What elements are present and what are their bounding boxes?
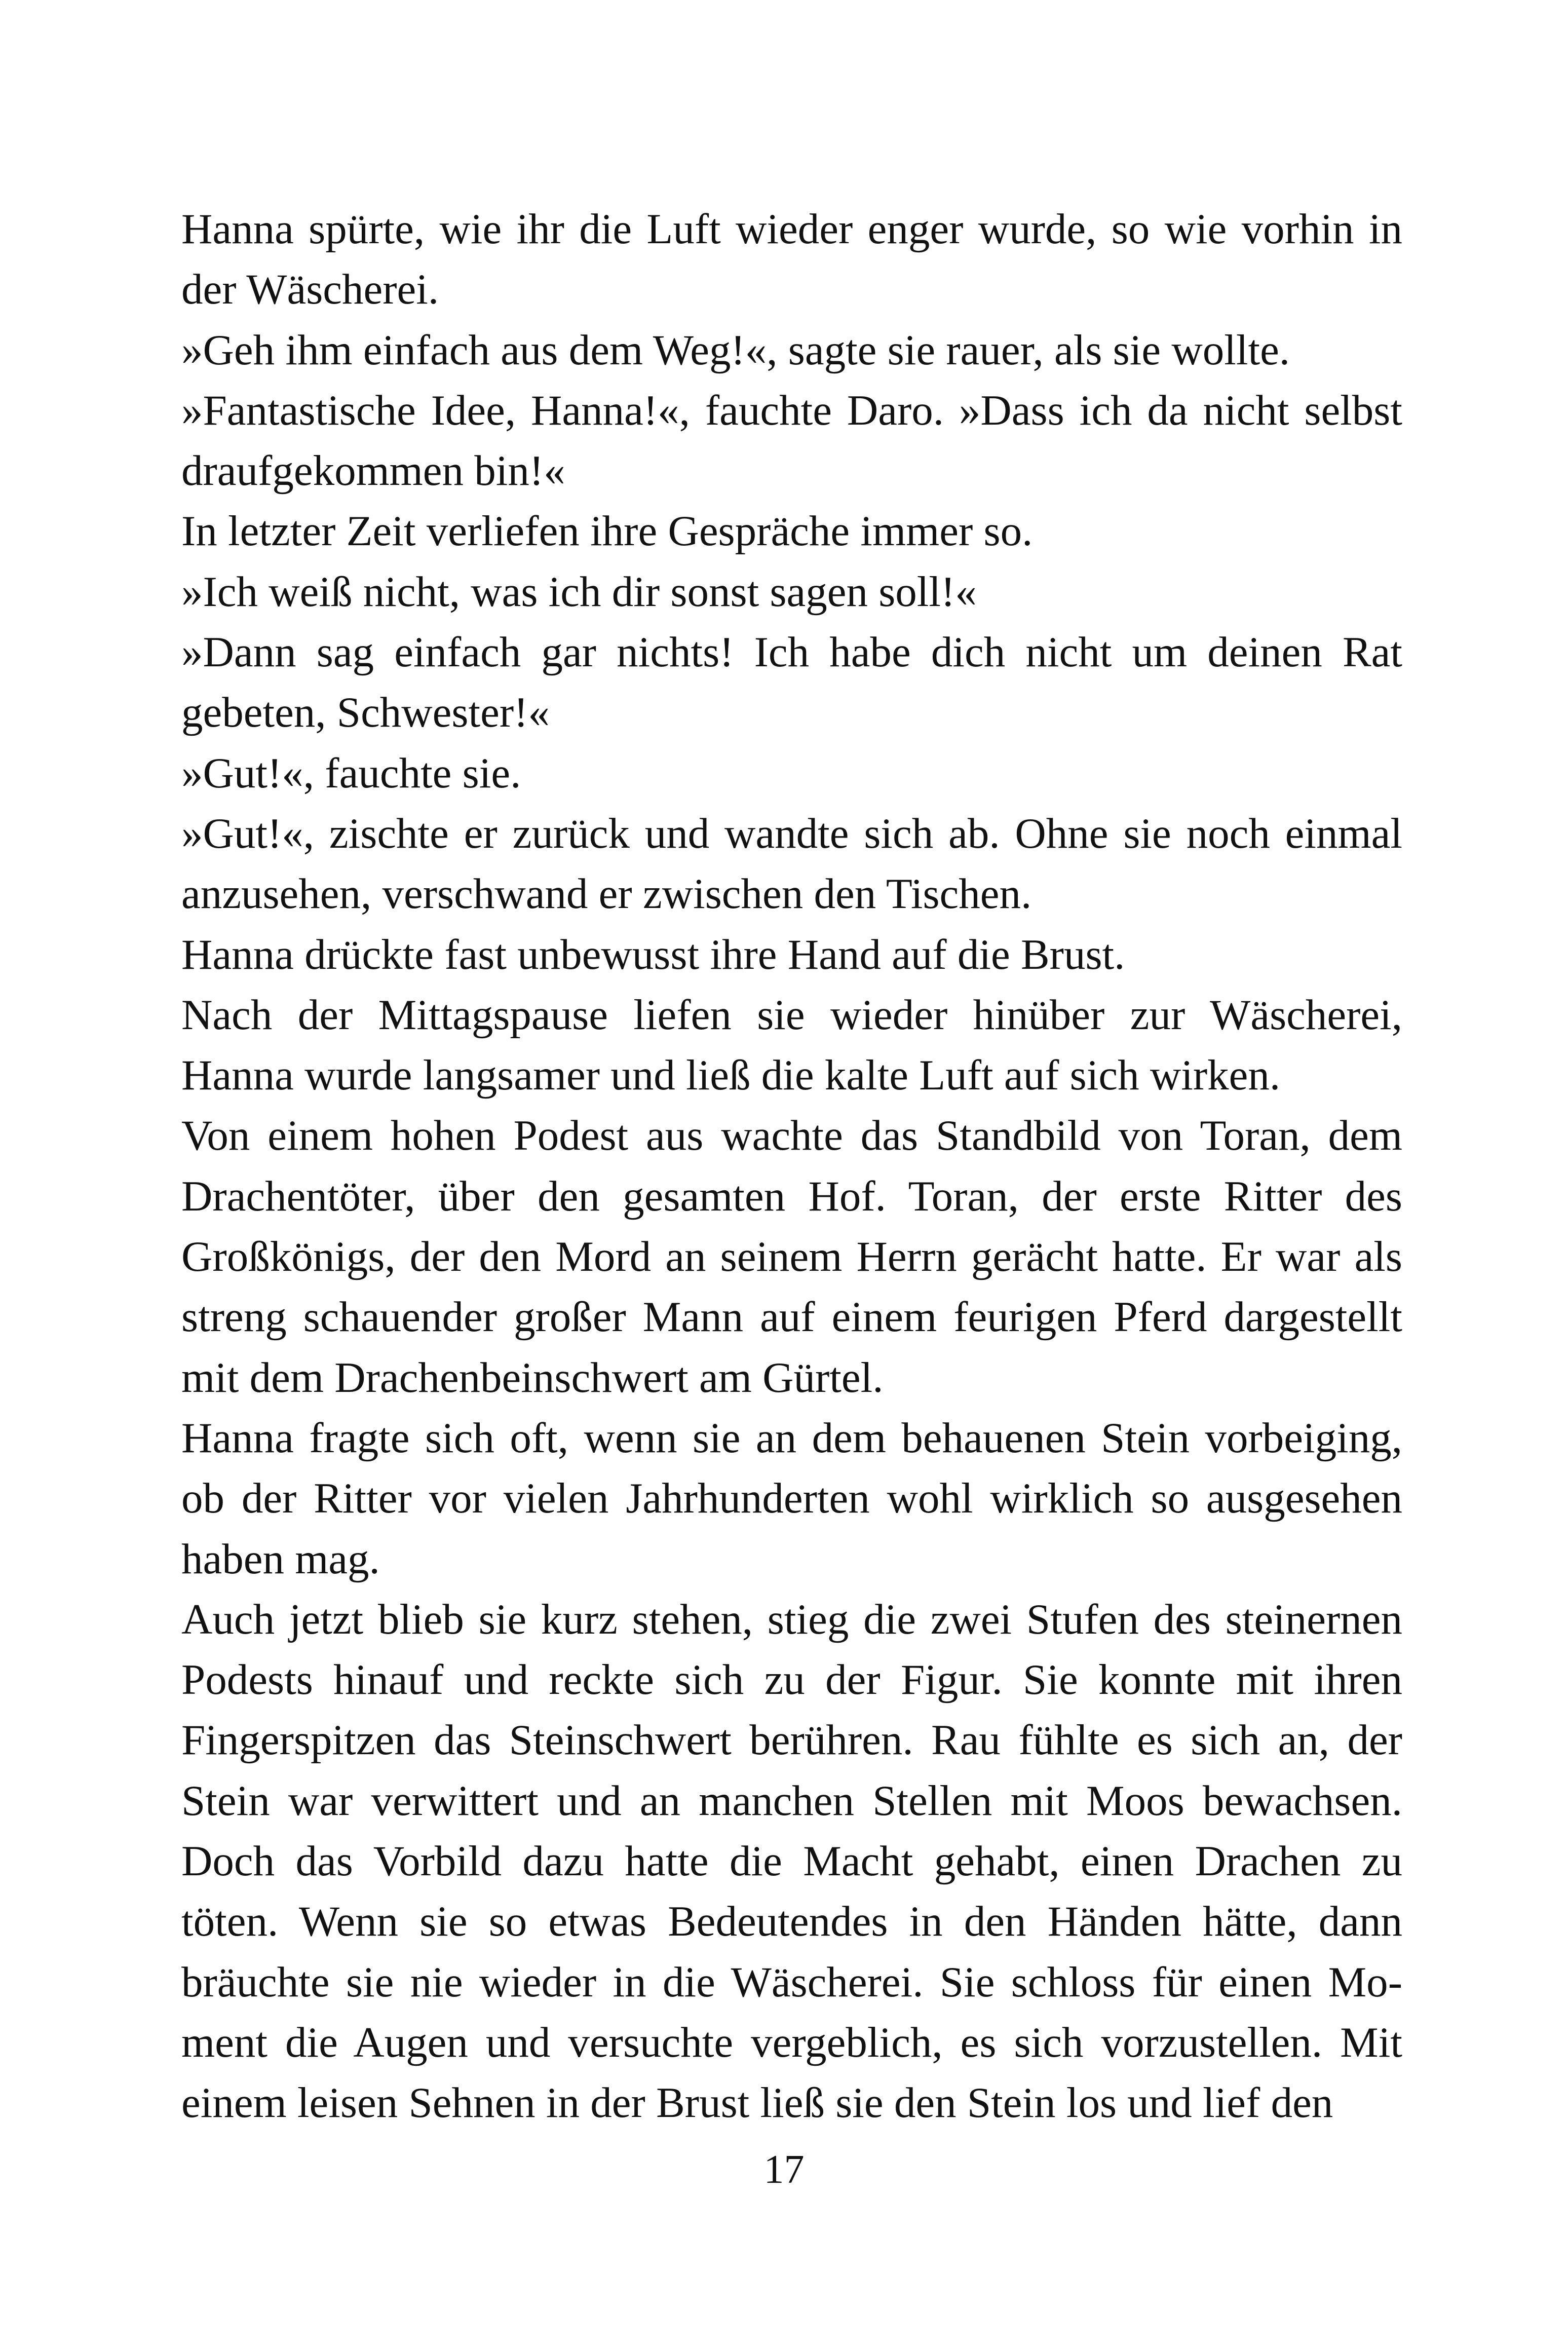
paragraph: Hanna drückte fast unbewusst ihre Hand auf die Brust. <box>181 930 1125 978</box>
page-number: 17 <box>763 2147 805 2192</box>
paragraph: Auch jetzt blieb sie kurz stehen, stieg die zwei Stufen des steinernen Podests hinauf und reckte sich zu der Figur. Sie konnte mit ihren Fingerspitzen das Steinschwert berühren. Rau fühlte es sich an, der Stein war verwittert und an manchen Stellen mit Moos bewachsen. Doch das Vorbild dazu hatte die Macht gehabt, einen Drachen zu töten. Wenn sie so etwas Bedeutendes in den Händen hätte, dann bräuchte sie nie wieder in die Wäscherei. Sie schloss für einen Moment die Augen und versuchte vergeblich, es sich vorzustellen. Mit einem leisen Sehnen in der Brust ließ sie den Stein los und lief den <box>181 1595 1402 2127</box>
paragraph: »Fantastische Idee, Hanna!«, fauchte Daro. »Dass ich da nicht selbst draufgekommen bin!« <box>181 386 1402 495</box>
paragraph: Hanna fragte sich oft, wenn sie an dem behauenen Stein vorbeiging, ob der Ritter vor vielen Jahrhunderten wohl wirklich so ausgesehen haben mag. <box>181 1414 1402 1583</box>
paragraph: In letzter Zeit verliefen ihre Gespräche immer so. <box>181 507 1033 555</box>
paragraph: »Gut!«, zischte er zurück und wandte sich ab. Ohne sie noch einmal anzusehen, verschwand er zwischen den Tischen. <box>181 809 1402 918</box>
paragraph: Von einem hohen Podest aus wachte das Standbild von Toran, dem Drachentöter, über den gesamten Hof. Toran, der erste Ritter des Großkönigs, der den Mord an seinem Herrn gerächt hatte. Er war als streng schauender großer Mann auf einem feurigen Pferd dargestellt mit dem Drachenbeinschwert am Gürtel. <box>181 1112 1402 1402</box>
paragraph: »Ich weiß nicht, was ich dir sonst sagen soll!« <box>181 567 977 616</box>
paragraph: Hanna spürte, wie ihr die Luft wieder enger wurde, so wie vorhin in der Wäscherei. <box>181 205 1402 314</box>
body-text <box>181 199 1402 2134</box>
paragraph: »Geh ihm einfach aus dem Weg!«, sagte sie rauer, als sie wollte. <box>181 326 1290 374</box>
paragraph: »Dann sag einfach gar nichts! Ich habe dich nicht um deinen Rat gebeten, Schwester!« <box>181 628 1402 737</box>
paragraph: Nach der Mittagspause liefen sie wieder hinüber zur Wäscherei, Hanna wurde langsamer und ließ die kalte Luft auf sich wirken. <box>181 991 1402 1100</box>
paragraph: »Gut!«, fauchte sie. <box>181 749 521 797</box>
